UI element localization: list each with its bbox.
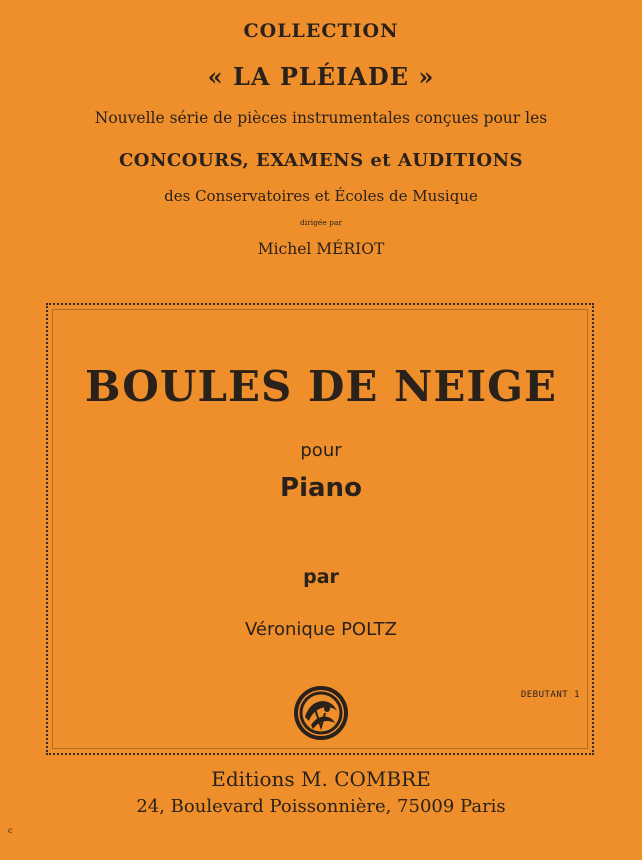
- level-label: DEBUTANT 1: [520, 690, 580, 700]
- schools-line: des Conservatoires et Écoles de Musique: [164, 187, 478, 205]
- par-label: par: [303, 566, 339, 588]
- composer-name: Véronique POLTZ: [245, 619, 397, 640]
- publisher-address: 24, Boulevard Poissonnière, 75009 Paris: [136, 796, 506, 817]
- collection-label: COLLECTION: [243, 20, 399, 42]
- combre-logo-icon: [291, 683, 351, 743]
- series-name: « LA PLÉIADE »: [207, 62, 435, 91]
- publisher-name: Editions M. COMBRE: [211, 767, 431, 791]
- series-description: Nouvelle série de pièces instrumentales conçues pour les: [94, 109, 548, 127]
- director-name: Michel MÉRIOT: [257, 240, 385, 258]
- pour-label: pour: [300, 440, 342, 461]
- directed-by-label: dirigée par: [299, 218, 343, 227]
- contests-line: CONCOURS, EXAMENS et AUDITIONS: [118, 150, 524, 171]
- page-title: BOULES DE NEIGE: [85, 362, 557, 411]
- instrument-name: Piano: [280, 473, 362, 503]
- corner-mark: c: [8, 826, 13, 835]
